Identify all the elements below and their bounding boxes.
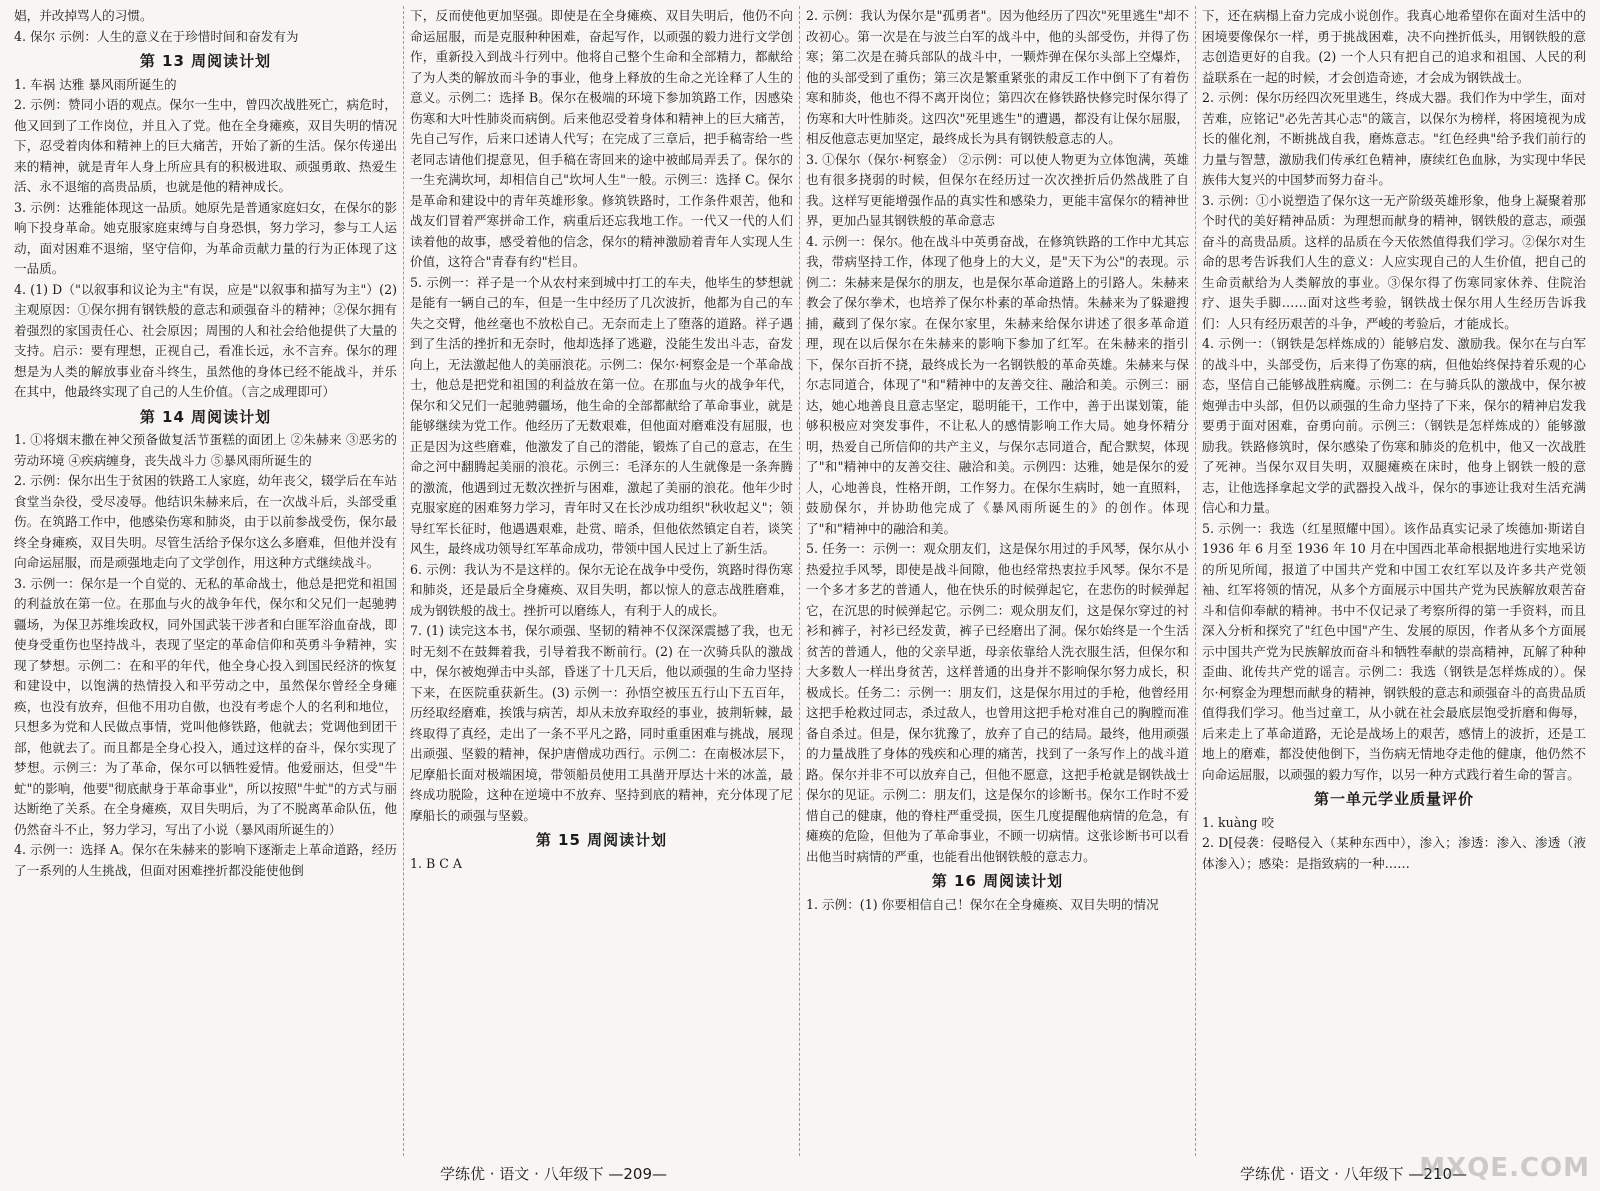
answer-paragraph: 1. 车祸 达雅 暴风雨所诞生的 xyxy=(14,76,177,92)
answer-paragraph: 1. kuàng 咬 xyxy=(1202,814,1275,830)
answer-paragraph: 娼，并改掉骂人的习惯。 xyxy=(14,8,153,23)
answer-paragraph: 5. 示例一：我选（红星照耀中国）。该作品真实记录了埃德加·斯诺自 1936 年 6 月至 1936 年 10 月在中国西北革命根据地进行实地采访的所见所闻，报道了中国共产党和中国工农红军以及许多共产党领袖、红军将领的情况，从多个方面展示中国共产党为民族解放艰苦奋斗和信仰奉献的精神。书中不仅记录了考察所得的第一手资料，而且深入分析和探究了"红色中国"产生、发展的原因，作者从多个方面展示中国共产党为民族解放而奋斗和牺牲奉献的崇高精神，瓦解了种种歪曲、讹传共产党的谣言。示例二：我选（钢铁是怎样炼成的）。保尔·柯察金为理想而献身的精神，钢铁般的意志和顽强奋斗的高贵品质值得我们学习。他当过童工，从小就在社会最底层饱受折磨和侮辱，后来走上了革命道路，无论是战场上的艰苦，感情上的波折，还是工地上的磨难，都没使他倒下，当伤病无情地夺走他的健康，他仍然不向命运屈服，以顽强的毅力写作，以另一种方式践行着生命的誓言。 xyxy=(1202,520,1586,782)
section-heading: 第 15 周阅读计划 xyxy=(535,831,668,849)
answer-paragraph: 3. 示例：①小说塑造了保尔这一无产阶级英雄形象，他身上凝聚着那个时代的美好精神品质：为理想而献身的精神，钢铁般的意志，顽强奋斗的高贵品质。这样的品质在今天依然值得我们学习。②保尔对生命的思考告诉我们人生的意义：人应实现自己的人生价值，把自己的生命贡献给为人类解放的事业。③保尔得了伤寒同家休养、住院治疗、退失手脚……面对这些考验，钢铁战士保尔用人生经历告诉我们：人只有经历艰苦的斗争，严峻的考验后，才能成长。 xyxy=(1202,192,1586,331)
answer-paragraph: 5. 示例一：祥子是一个从农村来到城中打工的车夫，他毕生的梦想就是能有一辆自己的车，但是一生中经历了几次波折，他都为自己的车失之交臂，他丝毫也不放松自己。无奈而走上了堕落的道路。祥子遇到了生活的挫折和无奈时，他却选择了逃避，没能生发出斗志，奋发向上，无法激起他人的美丽浪花。示例二：保尔·柯察金是一个革命战士，他总是把党和祖国的利益放在第一位。在那血与火的战争年代，保尔和父兄们一起驰骋疆场，他生命的全部都献给了革命事业，就是能够继续为党工作。他经历了无数艰难，但他面对磨难没有屈服，也正是因为这些磨难，他激发了自己的潜能，锻炼了自己的意志，在生命之河中翻腾起美丽的浪花。示例三：毛泽东的人生就像是一条奔腾的激流，他遇到过无数次挫折与困难，激起了美丽的浪花。他年少时克服家庭的困难努力学习，青年时又在长沙成功组织"秋收起义"；领导红军长征时，他遇遇艰难，赴赏、暗杀，但他依然镇定自若，谈笑风生，最终成功领导红军革命成功，带领中国人民过上了新生活。 xyxy=(410,274,793,556)
answer-paragraph: 1. 示例：(1) 你要相信自己！保尔在全身瘫痪、双目失明的情况 xyxy=(806,896,1159,912)
column-2 xyxy=(404,6,800,1156)
answer-paragraph: 下，反而使他更加坚强。即使是在全身瘫痪、双目失明后，他仍不向命运屈服，而是克服种种困难，奋起写作，以顽强的毅力进行文学创作，重新投入到战斗行列中。他将自己整个生命和全部精力，都献给了为人类的解放而斗争的事业，他身上释放的生命之光诠释了人生的意义。示例二：选择 B。保尔在极端的环境下参加筑路工作，因感染伤寒和大叶性肺炎而病倒。后来他忍受着身体和精神上的巨大痛苦，先自己写作，后来口述请人代写；在完成了三章后，把手稿寄给一些老同志请他们提意见，但手稿在寄回来的途中被邮局弄丢了。保尔的一生充满坎坷，却相信自己"坎坷人生"一般。示例三：选择 C。保尔是革命和建设中的青年英雄形象。修筑铁路时，工作条件艰苦，他和战友们冒着严寒拼命工作，病重后还忘我地工作。一代又一代的人们读着他的故事，感受着他的信念，保尔的精神激励着青年人实现人生价值，这符合"青春有约"栏目。 xyxy=(410,8,793,269)
answer-paragraph: 2. D[侵袭：侵略侵入（某种东西中），渗入；渗透：渗入、渗透（液体渗入）；感染：是指致病的一种…… xyxy=(1202,835,1586,871)
answer-paragraph: 1. B C A xyxy=(410,855,463,871)
answer-paragraph: 5. 任务一：示例一：观众朋友们，这是保尔用过的手风琴，保尔从小热爱拉手风琴，即使是战斗间隙，他也经常热衷拉手风琴。保尔不是一个多才多艺的普通人，他在快乐的时候弹起它，在悲伤的时候弹起它，在沉思的时候弹起它。示例二：观众朋友们，这是保尔穿过的衬衫和裤子，衬衫已经发黄，裤子已经磨出了洞。保尔始终是一个生活贫苦的普通人，他的父亲早逝，母亲依靠给人洗衣服生活，但保尔和大多数人一样出身贫苦，这样普通的出身并不影响保尔努力成长，积极成长。任务二：示例一：朋友们，这是保尔用过的手枪，他曾经用这把手枪救过同志，杀过敌人，也曾用这把手枪对准自己的胸膛而准备自杀过。但是，保尔犹豫了，放弃了自己的结局。最终，他用顽强的力量战胜了身体的残疾和心理的痛苦，找到了一条写作上的战斗道路。保尔并非不可以放弃自己，但他不愿意，这把手枪就是钢铁战士保尔的见证。示例二：朋友们，这是保尔的诊断书。保尔工作时不爱惜自己的健康，他的脊柱严重受损，医生几度提醒他病情的危急，有瘫痪的危险，但他为了革命事业，不顾一切病情。这张诊断书可以看出他当时病情的严重，也能看出他钢铁般的意志力。 xyxy=(806,541,1189,864)
watermark-logo: MXQE.COM xyxy=(1419,1153,1590,1183)
answer-paragraph: 2. 示例：我认为保尔是"孤勇者"。因为他经历了四次"死里逃生"却不改初心。第一次是在与波兰白军的战斗中，他的头部受伤，并得了伤寒；第二次是在骑兵部队的战斗中，一颗炸弹在保尔头部上空爆炸，他的头部受到了重伤；第三次是繁重紧张的肃反工作中倒下了有着伤寒和肺炎，他也不得不离开岗位；第四次在修铁路快修完时保尔得了伤寒和大叶性肺炎。这四次"死里逃生"的遭遇，都没有让保尔屈服，相反他意志更加坚定，最终成长为具有钢铁般意志的人。 xyxy=(806,8,1189,146)
answer-paragraph: 3. ①保尔（保尔·柯察金） ②示例：可以使人物更为立体饱满，英雄也有很多挠弱的时候，但保尔在经历过一次次挫折后仍然战胜了自我。这样写更能增强作品的真实性和感染力，更能丰富保尔的精神世界，更加凸显其钢铁般的革命意志 xyxy=(806,151,1189,228)
section-heading: 第 14 周阅读计划 xyxy=(139,407,272,426)
section-heading: 第 16 周阅读计划 xyxy=(931,872,1064,890)
section-heading: 第一单元学业质量评价 xyxy=(1313,790,1474,808)
answer-paragraph: 3. 示例：达雅能体现这一品质。她原先是普通家庭妇女，在保尔的影响下投身革命。她克服家庭束缚与自身恐惧，努力学习，参与工人运动，面对困难不退缩，坚守信仰，为革命贡献力量的行为正体现了这一品质。 xyxy=(14,199,397,276)
answer-paragraph: 2. 示例：赞同小语的观点。保尔一生中，曾四次战胜死亡，病危时，他又回到了工作岗位，并且入了党。他在全身瘫痪，双目失明的情况下，忍受着肉体和精神上的巨大痛苦，开始了新的生活。保尔传递出来的精神，就是青年人身上所应具有的积极进取、顽强勇敢、热爱生活、永不退缩的高贵品质，也就是他的精神成长。 xyxy=(14,97,397,194)
footer-left: 学练优 · 语文 · 八年级下 —209— xyxy=(440,1165,668,1183)
answer-paragraph: 6. 示例：我认为不是这样的。保尔无论在战争中受伤，筑路时得伤寒和肺炎，还是最后全身瘫痪、双目失明，都以惊人的意志战胜磨难，成为钢铁般的战士。挫折可以磨练人，有利于人的成长。 xyxy=(410,561,793,618)
answer-paragraph: 4. (1) D（"以叙事和议论为主"有误，应是"以叙事和描写为主"）(2) 主观原因：①保尔拥有钢铁般的意志和顽强奋斗的精神；②保尔拥有着强烈的家国责任心、社会原因；周围的人和社会给他提供了大量的支持。启示：要有理想，正视自己，看准长远，永不言弃。保尔的理想是为人类的解放事业奋斗终生，虽然他的身体已经不能战斗，并乐在其中，他最终实现了自己的人生价值。（言之成理即可） xyxy=(14,281,397,399)
section-heading: 第 13 周阅读计划 xyxy=(139,52,272,70)
answer-paragraph: 4. 示例一：保尔。他在战斗中英勇奋战，在修筑铁路的工作中尤其忘我，带病坚持工作，体现了他身上的大义，是"天下为公"的表现。示例二：朱赫来是保尔的朋友，也是保尔革命道路上的引路人。朱赫来教会了保尔拳术，也培养了保尔朴素的革命热情。朱赫来为了躲避搜捕，藏到了保尔家。在保尔家里，朱赫来给保尔讲述了很多革命道理，现在以后保尔在朱赫来的影响下参加了红军。在朱赫来的指引下，保尔百折不挠，最终成长为一名钢铁般的革命英雄。朱赫来与保尔志同道合，体现了"和"精神中的友善交往、融洽和美。示例三：丽达，她心地善良且意志坚定，聪明能干，工作中，善于出谋划策，能够积极应对突发事件，不让私人的感情影响工作大局。她身怀精分明，热爱自己所信仰的共产主义，与保尔志同道合，配合默契，体现了"和"精神中的友善交往、融洽和美。示例四：达雅，她是保尔的爱人，心地善良，性格开朗，工作努力。在保尔生病时，她一直照料，鼓励保尔，并协助他完成了《暴风雨所诞生的》的创作。体现了"和"精神中的融洽和美。 xyxy=(806,233,1189,536)
footer-right: 学练优 · 语文 · 八年级下 —210— xyxy=(1240,1165,1468,1183)
answer-paragraph: 1. ①将烟末撒在神父预备做复活节蛋糕的面团上 ②朱赫来 ③恶劣的劳动环境 ④疾病缠身，丧失战斗力 ⑤暴风雨所诞生的 xyxy=(14,432,397,468)
column-4 xyxy=(1196,6,1592,1156)
answer-paragraph: 7. (1) 读完这本书，保尔顽强、坚韧的精神不仅深深震撼了我，也无时无刻不在鼓舞着我，引导着我不断前行。(2) 在一次骑兵队的激战中，保尔被炮弹击中头部，昏迷了十几天后，他以顽强的生命力坚持下来，在医院重获新生。(3) 示例一：孙悟空被压五行山下五百年，历经取经磨难，挨饿与病苦，却从未放弃取经的事业，披荆斩棘，最终取得了真经，走出了一条不平凡之路，同时重重困难与挑战，展现出顽强、坚毅的精神，保护唐僧成功西行。示例二：在南极冰层下，尼摩船长面对极端困境，带领船员使用工具凿开厚达十米的冰盖，最终成功脱险，这种在逆境中不放弃、坚持到底的精神，充分体现了尼摩船长的顽强与坚毅。 xyxy=(410,623,793,823)
answer-paragraph: 2. 示例：保尔出生于贫困的铁路工人家庭，幼年丧父，辍学后在车站食堂当杂役，受尽凌辱。他结识朱赫来后，在一次战斗后，头部受重伤。在筑路工作中，他感染伤寒和肺炎，由于以前参战受伤，保尔最终全身瘫痪，双目失明。尽管生活给予保尔这么多磨难，但他并没有向命运屈服，而是顽强地走向了文学创作，用这种方式继续战斗。 xyxy=(14,473,397,570)
column-1 xyxy=(8,6,404,1156)
answer-paragraph: 4. 示例一：选择 A。保尔在朱赫来的影响下逐渐走上革命道路，经历了一系列的人生挑战，但面对困难挫折都没能使他倒 xyxy=(14,842,397,878)
column-3 xyxy=(800,6,1196,1156)
answer-paragraph: 3. 示例一：保尔是一个自觉的、无私的革命战士，他总是把党和祖国的利益放在第一位。在那血与火的战争年代，保尔和父兄们一起驰骋疆场，为保卫苏维埃政权，同外国武装干涉者和白匪军浴血奋战，即使身受重伤也坚持战斗，表现了坚定的革命信仰和英勇斗争精神，实现了梦想。示例二：在和平的年代，他全身心投入到国民经济的恢复和建设中，以饱满的热情投入和平劳动之中，虽然保尔曾经全身瘫痪，也没有放弃，但他不用功自傲，也没有考虑个人的名利和地位，只想多为党和人民做点事情，党叫他修铁路，他就去；党调他到团干部，他就去了。而且都是全身心投入，通过这样的奋斗，保尔实现了梦想。示例三：为了革命，保尔可以牺牲爱情。他爱丽达，但受"牛虻"的影响，他要"彻底献身于革命事业"，所以按照"牛虻"的方式与丽达断绝了关系。在全身瘫痪，双目失明后，为了不脱离革命队伍，他仍然奋斗不止，努力学习，写出了小说（暴风雨所诞生的） xyxy=(14,575,397,837)
page-footer xyxy=(0,1157,1600,1187)
answer-paragraph: 4. 保尔 示例：人生的意义在于珍惜时间和奋发有为 xyxy=(14,28,299,44)
columns xyxy=(8,6,1592,1156)
answer-paragraph: 2. 示例：保尔历经四次死里逃生，终成大器。我们作为中学生，面对苦难，应铭记"必先苦其心志"的箴言，以保尔为榜样，将困境视为成长的催化剂，不断挑战自我，磨炼意志。"红色经典"给予我们前行的力量与智慧，激励我们传承红色精神，赓续红色血脉，为实现中华民族伟大复兴的中国梦而努力奋斗。 xyxy=(1202,90,1586,187)
answer-paragraph: 下，还在病榻上奋力完成小说创作。我真心地希望你在面对生活中的困境要像保尔一样，勇于挑战困难，决不向挫折低头，用钢铁般的意志创造更好的自我。(2) 一个人只有把自己的追求和祖国、人民的利益联系在一起的时候，才会创造奇迹，才会成为钢铁战士。 xyxy=(1202,8,1586,85)
answer-paragraph: 4. 示例一：（钢铁是怎样炼成的）能够启发、激励我。保尔在与白军的战斗中，头部受伤，后来得了伤寒的病，但他始终保持着乐观的心态，坚信自己能够战胜病魔。示例二：在与骑兵队的激战中，保尔被炮弹击中头部，但仍以顽强的生命力坚持了下来，保尔的精神启发我要勇于面对困难，奋勇向前。示例三：（钢铁是怎样炼成的）能够激励我。铁路修筑时，保尔感染了伤寒和肺炎的危机中，他又一次战胜了死神。当保尔双目失明，双腿瘫痪在床时，他身上钢铁一般的意志，让他选择拿起文学的武器投入战斗，保尔的事迹让我对生活充满信心和力量。 xyxy=(1202,336,1586,515)
